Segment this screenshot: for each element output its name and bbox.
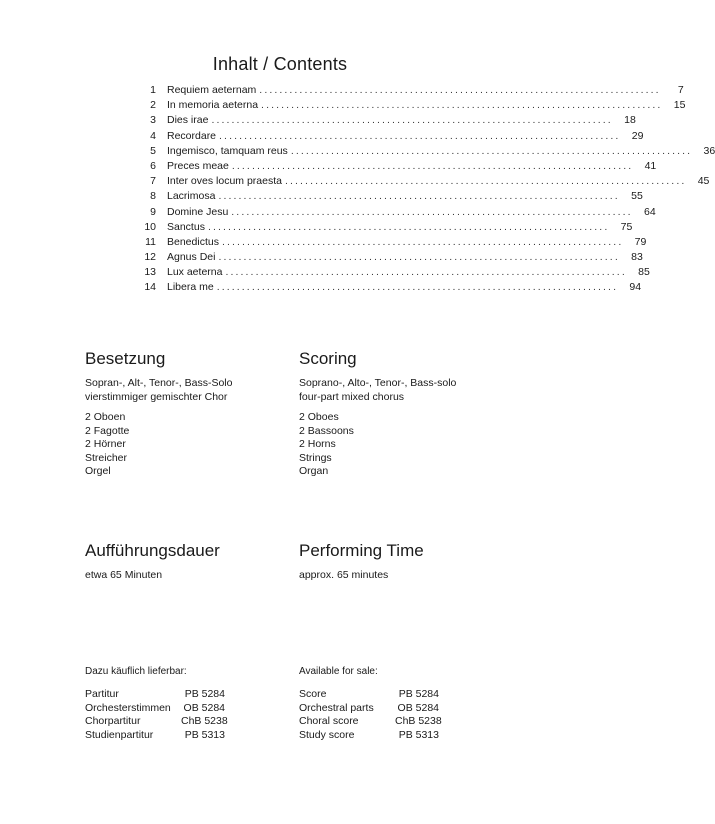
sale-item-number: PB 5284 [398,688,439,700]
toc-leader-dots: ................................................................................ [219,129,621,142]
toc-number: 3 [150,114,156,127]
toc-number: 14 [144,281,156,294]
toc-title: Agnus Dei [167,251,216,264]
instrument-line: 2 Hörner [85,438,126,450]
sale-item [85,715,285,729]
instrument-line: 2 Bassoons [299,424,354,437]
instrument-line: 2 Fagotte [85,424,130,437]
toc-leader-dots: ................................................................................ [284,175,687,188]
scoring-german [85,349,285,486]
sale-item-name: Orchestral parts [299,701,374,714]
toc-entry [140,129,644,144]
toc-page-number: 7 [677,84,684,96]
toc-page-number: 94 [629,281,642,294]
sale-list-german [85,688,285,742]
sale-intro-german: Dazu käuflich lieferbar: [85,666,187,677]
toc-leader-dots: ................................................................................ [231,159,634,172]
toc-number: 1 [150,84,156,96]
toc-leader-dots: ................................................................................ [259,84,661,96]
toc-leader-dots: ................................................................................ [231,205,633,218]
scoring-english [299,349,499,486]
toc-leader-dots: ................................................................................ [218,251,620,264]
sale-german [85,665,285,742]
sale-intro-english: Available for sale: [299,666,378,677]
sale-item-number: PB 5284 [184,688,225,700]
toc-number: 6 [150,159,156,172]
sale-item [299,688,499,702]
toc-number: 10 [144,220,156,233]
toc-number: 2 [150,99,156,112]
toc-page-number: 64 [643,205,656,218]
toc-leader-dots: ................................................................................ [216,281,619,294]
toc-title: In memoria aeterna [167,99,259,112]
instrument-line: Streicher [85,451,128,464]
sale-item-number: OB 5284 [397,701,439,714]
toc-title: Preces meae [167,159,229,172]
toc-number: 8 [150,190,156,203]
toc-entry [140,265,650,280]
duration-heading-english: Performing Time [299,541,424,560]
instrument-line: Organ [299,465,329,477]
duration-english [299,541,499,583]
toc-entry [140,174,710,189]
sale-item-number: ChB 5238 [181,715,228,727]
toc-leader-dots: ................................................................................ [207,220,610,233]
toc-title: Domine Jesu [167,205,229,218]
toc-page-number: 79 [634,235,647,248]
instrument-line: Strings [299,451,332,464]
sale-item-name: Orchesterstimmen [85,701,171,714]
instrument-line: 2 Horns [299,438,336,450]
instruments-list-english [299,411,499,479]
toc-entry [140,83,684,98]
voices-line: vierstimmiger gemischter Chor [85,390,228,403]
voices-line: Soprano-, Alto-, Tenor-, Bass-solo [299,377,457,389]
toc-entry [140,205,656,220]
toc-page-number: 41 [644,159,657,172]
toc-title: Inter oves locum praesta [167,175,282,188]
toc-page-number: 15 [673,99,686,112]
scoring-heading-english: Scoring [299,349,357,368]
toc-page-number: 45 [697,175,710,188]
table-of-contents [140,83,715,296]
toc-entry [140,113,636,128]
duration-text-english: approx. 65 minutes [299,569,389,581]
voices-list-german [85,377,285,404]
toc-page-number: 85 [638,266,650,279]
toc-number: 9 [150,205,156,218]
toc-number: 4 [150,129,156,142]
toc-entry [140,144,715,159]
toc-leader-dots: ................................................................................ [218,190,620,203]
toc-page-number: 83 [631,251,643,264]
toc-entry [140,189,643,204]
sale-item [299,729,499,743]
toc-leader-dots: ................................................................................ [290,144,693,157]
toc-title: Libera me [167,281,214,294]
instrument-line: Orgel [85,465,111,477]
sale-item-number: OB 5284 [183,701,225,714]
instruments-list-german [85,411,285,479]
duration-german [85,541,285,583]
page-title: Inhalt / Contents [212,54,348,74]
sale-item-name: Choral score [299,715,359,727]
toc-page-number: 36 [703,144,715,157]
sale-list-english [299,688,499,742]
scoring-heading-german: Besetzung [85,349,166,368]
instrument-line: 2 Oboen [85,411,126,423]
toc-leader-dots: ................................................................................ [225,266,627,279]
toc-page-number: 29 [631,129,644,142]
sale-english [299,665,499,742]
toc-title: Ingemisco, tamquam reus [167,144,288,157]
toc-title: Benedictus [167,235,219,248]
toc-title: Recordare [167,129,217,142]
toc-entry [140,235,647,250]
sale-item [85,729,285,743]
toc-title: Lacrimosa [167,190,216,203]
sale-item [299,715,499,729]
toc-page-number: 55 [631,190,643,203]
toc-entry [140,98,686,113]
duration-heading-german: Aufführungsdauer [85,541,220,560]
sale-item-number: PB 5313 [184,728,225,741]
toc-number: 12 [144,251,156,264]
voices-line: four-part mixed chorus [299,390,405,403]
duration-text-german: etwa 65 Minuten [85,569,163,581]
sale-item [299,702,499,716]
sale-item-name: Chorpartitur [85,715,141,727]
sale-item [85,688,285,702]
toc-title: Dies irae [167,114,209,127]
instrument-line: 2 Oboes [299,411,339,423]
toc-number: 11 [145,235,156,248]
voices-list-english [299,377,499,404]
toc-leader-dots: ................................................................................ [211,114,613,127]
toc-page-number: 18 [624,114,636,127]
sale-item-name: Study score [299,728,355,741]
toc-leader-dots: ................................................................................ [221,235,624,248]
sale-item-name: Score [299,688,327,700]
toc-title: Requiem aeternam [167,84,257,96]
sale-item-name: Studienpartitur [85,728,154,741]
toc-title: Sanctus [167,220,205,233]
toc-page-number: 75 [620,220,633,233]
toc-leader-dots: ................................................................................ [261,99,663,112]
toc-number: 13 [144,266,156,279]
sale-item-name: Partitur [85,688,119,700]
voices-line: Sopran-, Alt-, Tenor-, Bass-Solo [85,377,233,389]
toc-number: 7 [150,175,156,188]
toc-title: Lux aeterna [167,266,223,279]
sale-item [85,702,285,716]
toc-entry [140,159,657,174]
toc-entry [140,250,643,265]
toc-entry [140,280,642,295]
toc-number: 5 [150,144,156,157]
toc-entry [140,220,633,235]
sale-item-number: ChB 5238 [395,715,442,727]
sale-item-number: PB 5313 [398,728,439,741]
